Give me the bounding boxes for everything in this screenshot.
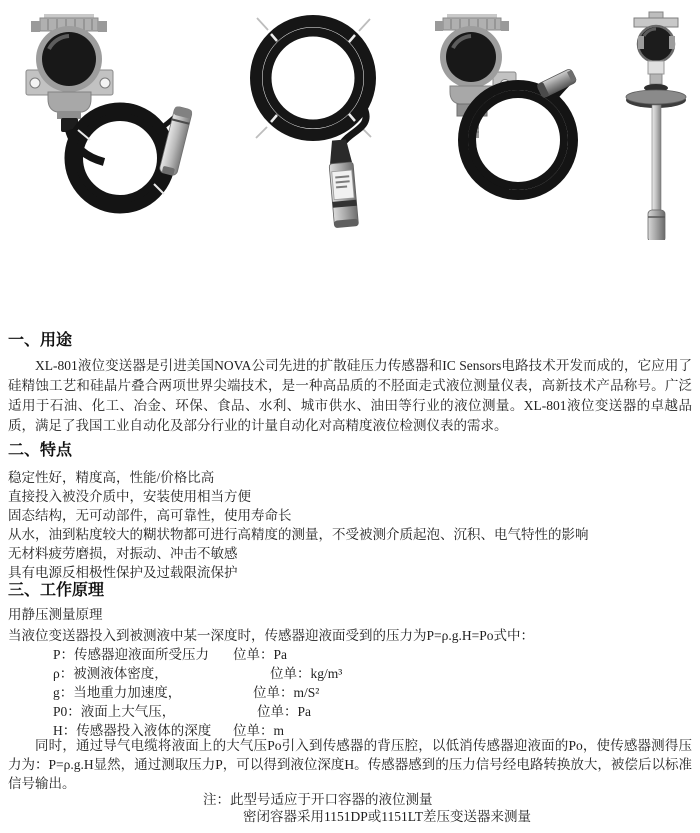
definition-unit: 位单：m — [233, 723, 285, 738]
product-photos-row — [0, 8, 700, 243]
definition-unit: 位单：m/S² — [253, 685, 320, 700]
definition-label: ρ：被测液体密度， — [53, 666, 168, 681]
definition-unit: 位单：Pa — [257, 704, 311, 719]
product-photo-transmitter-coiled-cable — [14, 8, 206, 240]
features-heading: 二、特点 — [8, 442, 73, 459]
principle-heading: 三、工作原理 — [8, 582, 105, 599]
definition-label: H：传感器投入液体的深度 — [53, 723, 212, 738]
product-photo-transmitter-cable-loop — [423, 12, 588, 212]
definition-label: P：传感器迎液面所受压力 — [53, 647, 210, 662]
footnote-line1: 注：此型号适应于开口容器的液位测量 — [203, 792, 433, 807]
section-features — [8, 441, 692, 582]
usage-paragraph: XL-801液位变送器是引进美国NOVA公司先进的扩散硅压力传感器和IC Sensors电路技术开发而成的，它应用了硅精蚀工艺和硅晶片叠合两项世界尖端技术，是一种高品质的不胫面走式液位测量仪表，高新技术产品称号。广泛适用于石油、化工、冶金、环保、食品、水利、城市供水、油田等行业的液位测量。XL-801液位变送器的卓越品质，满足了我国工业自动化及部分行业的计量自动化对高精度液位检测仪表的需求。 — [8, 358, 692, 433]
definition-row — [8, 702, 692, 721]
definition-label: P0：液面上大气压， — [53, 704, 176, 719]
usage-heading: 一、用途 — [8, 332, 73, 349]
product-photo-cable-coil-with-probe — [213, 8, 403, 240]
features-list — [8, 468, 692, 582]
product-photo-rod-type-transmitter — [613, 8, 695, 240]
feature-item: 稳定性好，精度高，性能/价格比高 — [8, 470, 215, 485]
section-usage — [8, 331, 692, 436]
definition-unit: 位单：kg/m³ — [270, 666, 343, 681]
definition-row — [8, 683, 692, 702]
section-principle — [8, 581, 692, 791]
definition-unit: 位单：Pa — [233, 647, 287, 662]
feature-item: 从水，油到粘度较大的糊状物都可进行高精度的测量，不受被测介质起泡、沉积、电气特性的影响 — [8, 527, 589, 542]
principle-intro-line1: 用静压测量原理 — [8, 607, 103, 622]
principle-paragraph: 同时，通过导气电缆将液面上的大气压Po引入到传感器的背压腔，以低消传感器迎液面的Po，使传感器测得压力为：P=ρ.g.H显然，通过测取压力P，可以得到液位深度H。传感器感到的压力信号经电路转换放大，被偿后以标准信号输出。 — [8, 738, 692, 791]
definition-label: g：当地重力加速度， — [53, 685, 182, 700]
definition-row — [8, 645, 692, 664]
principle-intro-line2: 当液位变送器投入到被测液中某一深度时，传感器迎液面受到的压力为P=ρ.g.H=Po式中： — [8, 628, 534, 643]
feature-item: 无材料疲劳磨损，对振动、冲击不敏感 — [8, 546, 238, 561]
feature-item: 固态结构，无可动部件，高可靠性，使用寿命长 — [8, 508, 292, 523]
feature-item: 直接投入被没介质中，安装使用相当方便 — [8, 489, 251, 504]
footnote-line2: 密闭容器采用1151DP或1151LT差压变送器来测量 — [243, 809, 532, 824]
definition-row — [8, 664, 692, 683]
feature-item: 具有电源反相极性保护及过载限流保护 — [8, 565, 238, 580]
principle-definitions — [8, 645, 692, 740]
